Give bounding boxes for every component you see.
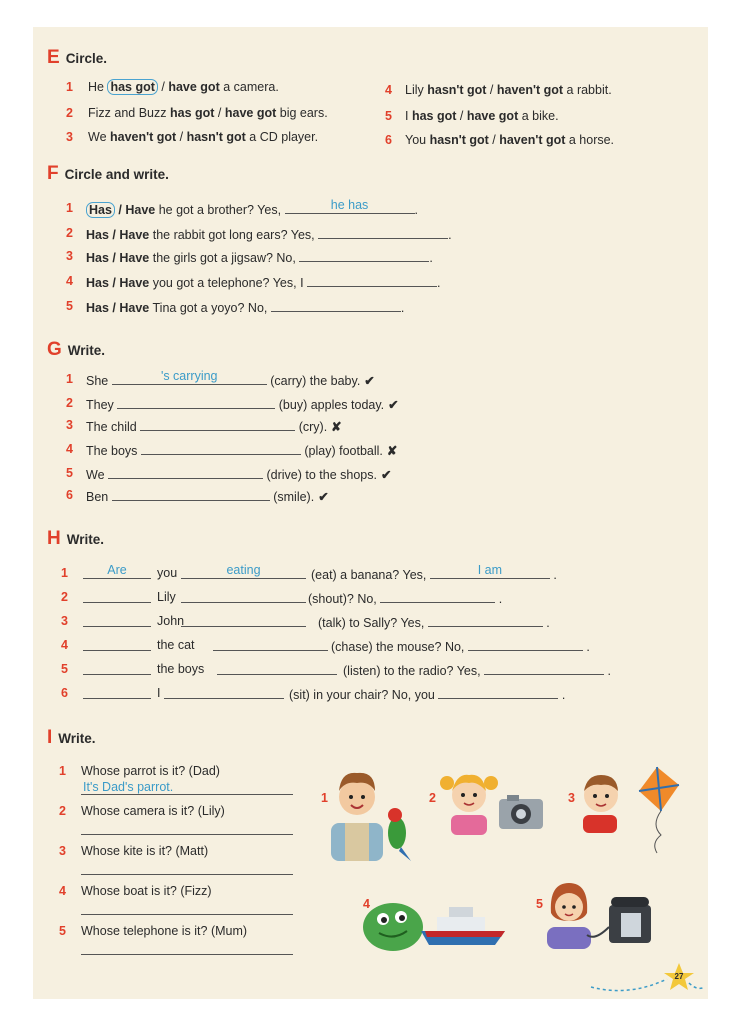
question-row — [217, 662, 337, 678]
section-letter: I — [47, 727, 53, 748]
answer-text: It's Dad's parrot. — [83, 780, 174, 794]
question-text: Whose boat is it? (Fizz) — [81, 884, 212, 898]
verb-hint: (cry). — [298, 420, 328, 434]
item-number: 2 — [66, 106, 73, 120]
picture-number: 5 — [536, 897, 543, 911]
answer-text: Are — [107, 563, 127, 577]
page-number: 27 — [674, 972, 684, 981]
question-row — [181, 590, 306, 606]
question-row — [181, 614, 306, 630]
tick-cross-mark: ✘ — [386, 444, 398, 458]
option-one[interactable]: has got — [411, 109, 457, 123]
answer-line[interactable] — [217, 662, 337, 675]
subject: John — [157, 614, 185, 628]
sentence-end: a bike. — [518, 109, 559, 123]
section-title: Write. — [67, 343, 106, 358]
item-number: 5 — [61, 662, 68, 676]
option-separator: / — [456, 109, 467, 123]
question-row — [86, 299, 404, 315]
section-h-heading — [47, 528, 104, 550]
sentence-row — [86, 396, 399, 412]
fizz-with-boat-icon — [359, 887, 509, 953]
question-row — [83, 686, 151, 702]
question-text: you got a telephone? Yes, I — [149, 276, 308, 290]
option-have[interactable]: Have — [119, 251, 150, 265]
question-text: Whose camera is it? (Lily) — [81, 804, 225, 818]
option-has[interactable]: Has — [86, 276, 109, 290]
tick-cross-mark: ✔ — [364, 374, 375, 388]
full-stop: . — [448, 228, 452, 242]
question-row — [86, 198, 419, 217]
answer-line[interactable] — [81, 834, 293, 835]
picture-number: 1 — [321, 791, 328, 805]
page-number-star-icon — [589, 957, 707, 993]
answer-text: I am — [477, 563, 503, 577]
section-letter: H — [47, 528, 61, 549]
full-stop: . — [400, 301, 405, 315]
verb-hint: (sit) in your chair? No, you — [289, 688, 435, 702]
answer-line[interactable] — [438, 686, 558, 699]
answer-line[interactable] — [428, 614, 543, 627]
answer-line[interactable] — [430, 563, 550, 579]
sentence-row — [86, 466, 391, 482]
verb-hint: (chase) the mouse? No, — [331, 640, 465, 654]
answer-line[interactable] — [117, 396, 275, 409]
answer-text: eating — [226, 563, 261, 577]
option-has[interactable]: Has — [86, 202, 115, 218]
answer-line[interactable] — [213, 638, 328, 651]
option-separator: / — [176, 130, 187, 144]
verb-hint: (talk) to Sally? Yes, — [318, 616, 425, 630]
question-text: Whose telephone is it? (Mum) — [81, 924, 248, 938]
option-two[interactable]: hasn't got — [186, 130, 246, 144]
question-row — [213, 638, 328, 654]
sentence-end: a CD player. — [245, 130, 319, 144]
question-text: Whose kite is it? (Matt) — [81, 844, 209, 858]
option-have[interactable]: Have — [119, 301, 150, 315]
answer-line[interactable] — [83, 590, 151, 603]
option-two[interactable]: have got — [168, 80, 220, 94]
subject: They — [86, 398, 114, 412]
answer-line[interactable] — [181, 590, 306, 603]
answer-line[interactable] — [318, 226, 448, 239]
option-has[interactable]: Has — [86, 251, 109, 265]
tick-cross-mark: ✔ — [318, 490, 329, 504]
option-two[interactable]: haven't got — [496, 83, 564, 97]
answer-line[interactable] — [299, 249, 429, 262]
question-row — [83, 590, 151, 606]
option-one[interactable]: hasn't got — [427, 83, 487, 97]
item-number: 4 — [59, 884, 66, 898]
question-row: (listen) to the radio? Yes, . — [343, 664, 612, 678]
option-has[interactable]: Has — [86, 301, 109, 315]
answer-line[interactable] — [271, 299, 401, 312]
item-number: 3 — [61, 614, 68, 628]
subject: We — [86, 468, 105, 482]
section-title: Circle and write. — [64, 167, 169, 182]
answer-line[interactable] — [83, 662, 151, 675]
subject: the boys — [157, 662, 205, 676]
tick-cross-mark: ✘ — [331, 420, 342, 434]
sentence-row — [86, 442, 397, 458]
option-two[interactable]: have got — [466, 109, 519, 123]
item-number: 2 — [61, 590, 68, 604]
sentence-row — [86, 488, 329, 504]
section-g-heading — [47, 339, 105, 361]
subject: I — [157, 686, 161, 700]
section-title: Write. — [58, 731, 96, 746]
answer-text: he has — [330, 198, 369, 212]
section-letter: E — [47, 47, 60, 68]
sentence-start: Fizz and Buzz — [88, 106, 170, 120]
verb-hint: (drive) to the shops. — [266, 468, 377, 482]
section-letter: F — [47, 163, 59, 184]
answer-line[interactable] — [181, 563, 306, 579]
sentence-end: a camera. — [219, 80, 279, 94]
section-i-heading — [47, 727, 96, 749]
answer-line[interactable] — [285, 198, 415, 214]
answer-line[interactable] — [307, 274, 437, 287]
question-row: (talk) to Sally? Yes, . — [318, 616, 550, 630]
item-number: 5 — [66, 299, 73, 313]
item-number: 3 — [66, 418, 73, 432]
circle-sentence — [405, 83, 612, 97]
item-number: 4 — [66, 442, 73, 456]
item-number: 2 — [59, 804, 66, 818]
answer-line[interactable] — [112, 488, 270, 501]
item-number: 1 — [66, 372, 73, 386]
question-row — [83, 638, 151, 654]
subject: the cat — [157, 638, 195, 652]
sentence-start: He — [88, 80, 108, 94]
option-separator: / — [114, 203, 126, 217]
answer-line[interactable] — [83, 614, 151, 627]
item-number: 2 — [66, 226, 73, 240]
item-number: 2 — [66, 396, 73, 410]
question-text: the girls got a jigsaw? No, — [149, 251, 300, 265]
question-row: (chase) the mouse? No, . — [331, 640, 590, 654]
item-number: 6 — [61, 686, 68, 700]
question-row — [83, 662, 151, 678]
question-row: (shout)? No, . — [308, 592, 503, 606]
answer-line[interactable] — [140, 418, 295, 431]
question-row — [164, 686, 284, 702]
option-have[interactable]: Have — [119, 228, 150, 242]
item-number: 1 — [66, 201, 73, 215]
option-have[interactable]: Have — [125, 203, 156, 217]
sentence-start: We — [88, 130, 110, 144]
verb-hint: (eat) a banana? Yes, — [311, 568, 427, 582]
sentence-row — [86, 418, 342, 434]
question-text: Whose parrot is it? (Dad) — [81, 764, 220, 778]
tick-cross-mark: ✔ — [380, 468, 392, 482]
section-title: Circle. — [65, 51, 107, 66]
answer-line[interactable] — [380, 590, 495, 603]
verb-hint: (buy) apples today. — [278, 398, 385, 412]
section-f-heading — [47, 163, 169, 185]
option-separator: / — [488, 133, 500, 147]
question-text: he got a brother? Yes, — [155, 203, 285, 217]
item-number: 6 — [66, 488, 73, 502]
verb-hint: (play) football. — [304, 444, 383, 458]
question-row — [86, 226, 452, 242]
answer-line[interactable] — [81, 794, 293, 795]
option-one[interactable]: has got — [169, 106, 215, 120]
sentence-end: big ears. — [276, 106, 328, 120]
item-number: 1 — [66, 80, 73, 94]
section-title: Write. — [66, 532, 104, 547]
subject: Lily — [157, 590, 176, 604]
tick-cross-mark: ✔ — [388, 398, 399, 412]
answer-line[interactable] — [81, 914, 293, 915]
question-row: (eat) a banana? Yes, I am . — [311, 563, 557, 582]
subject: The child — [86, 420, 137, 434]
item-number: 5 — [59, 924, 66, 938]
answer-line[interactable] — [83, 638, 151, 651]
question-row — [86, 274, 441, 290]
sentence-start: Lily — [405, 83, 428, 97]
answer-line[interactable] — [83, 686, 151, 699]
sentence-end: a horse. — [565, 133, 615, 147]
item-number: 4 — [61, 638, 68, 652]
full-stop: . — [429, 251, 433, 265]
circle-sentence — [88, 130, 318, 144]
sentence-end: a rabbit. — [563, 83, 612, 97]
verb-hint: (carry) the baby. — [270, 374, 361, 388]
verb-hint: (smile). — [273, 490, 315, 504]
option-two[interactable]: have got — [224, 106, 277, 120]
sentence-start: You — [405, 133, 430, 147]
option-separator: / — [214, 106, 225, 120]
option-one[interactable]: hasn't got — [429, 133, 489, 147]
answer-line[interactable] — [181, 614, 306, 627]
option-separator: / — [486, 83, 497, 97]
item-number: 3 — [66, 249, 73, 263]
option-one[interactable]: has got — [107, 79, 157, 95]
section-letter: G — [47, 339, 62, 360]
item-number: 4 — [385, 83, 392, 97]
full-stop: . — [414, 203, 419, 217]
question-text: Tina got a yoyo? No, — [149, 301, 271, 315]
option-one[interactable]: haven't got — [110, 130, 177, 144]
option-separator: / — [108, 228, 120, 242]
circle-sentence — [88, 80, 279, 94]
verb-hint: (shout)? No, — [308, 592, 377, 606]
item-number: 3 — [66, 130, 73, 144]
option-two[interactable]: haven't got — [499, 133, 566, 147]
answer-line[interactable] — [83, 563, 151, 579]
subject: Ben — [86, 490, 109, 504]
option-have[interactable]: Have — [119, 276, 150, 290]
option-separator: / — [108, 251, 120, 265]
subject: The boys — [86, 444, 138, 458]
subject: She — [86, 374, 109, 388]
item-number: 3 — [59, 844, 66, 858]
question-row — [86, 249, 433, 265]
mum-with-telephone-icon — [543, 877, 655, 949]
question-row — [83, 563, 151, 582]
lily-with-camera-icon — [437, 763, 547, 835]
item-number: 5 — [66, 466, 73, 480]
question-row — [83, 614, 151, 630]
question-row: (sit) in your chair? No, you . — [289, 688, 566, 702]
answer-line[interactable] — [81, 874, 293, 875]
option-separator: / — [108, 276, 120, 290]
answer-line[interactable] — [108, 466, 263, 479]
option-separator: / — [108, 301, 120, 315]
circle-sentence — [405, 109, 559, 123]
item-number: 1 — [59, 764, 66, 778]
subject: you — [157, 566, 178, 580]
worksheet-page — [33, 27, 708, 999]
picture-number: 3 — [568, 791, 575, 805]
full-stop: . — [437, 276, 441, 290]
answer-line[interactable] — [141, 442, 301, 455]
verb-hint: (listen) to the radio? Yes, — [343, 664, 481, 678]
matt-with-kite-icon — [577, 763, 687, 855]
answer-line[interactable] — [112, 369, 267, 385]
sentence-row — [86, 369, 375, 388]
question-row — [181, 563, 306, 582]
answer-line[interactable] — [468, 638, 583, 651]
answer-line[interactable] — [484, 662, 604, 675]
sentence-start: I — [405, 109, 412, 123]
dad-with-parrot-icon — [325, 751, 415, 861]
option-separator: / — [157, 80, 169, 94]
question-text: the rabbit got long ears? Yes, — [149, 228, 319, 242]
option-has[interactable]: Has — [86, 228, 109, 242]
answer-text: 's carrying — [160, 369, 218, 383]
section-e-heading — [47, 47, 107, 69]
item-number: 6 — [385, 133, 392, 147]
circle-sentence — [88, 106, 328, 120]
item-number: 4 — [66, 274, 73, 288]
picture-number: 2 — [429, 791, 436, 805]
circle-sentence — [405, 133, 614, 147]
answer-line[interactable] — [81, 954, 293, 955]
answer-line[interactable] — [164, 686, 284, 699]
item-number: 5 — [385, 109, 392, 123]
picture-number: 4 — [363, 897, 370, 911]
item-number: 1 — [61, 566, 68, 580]
